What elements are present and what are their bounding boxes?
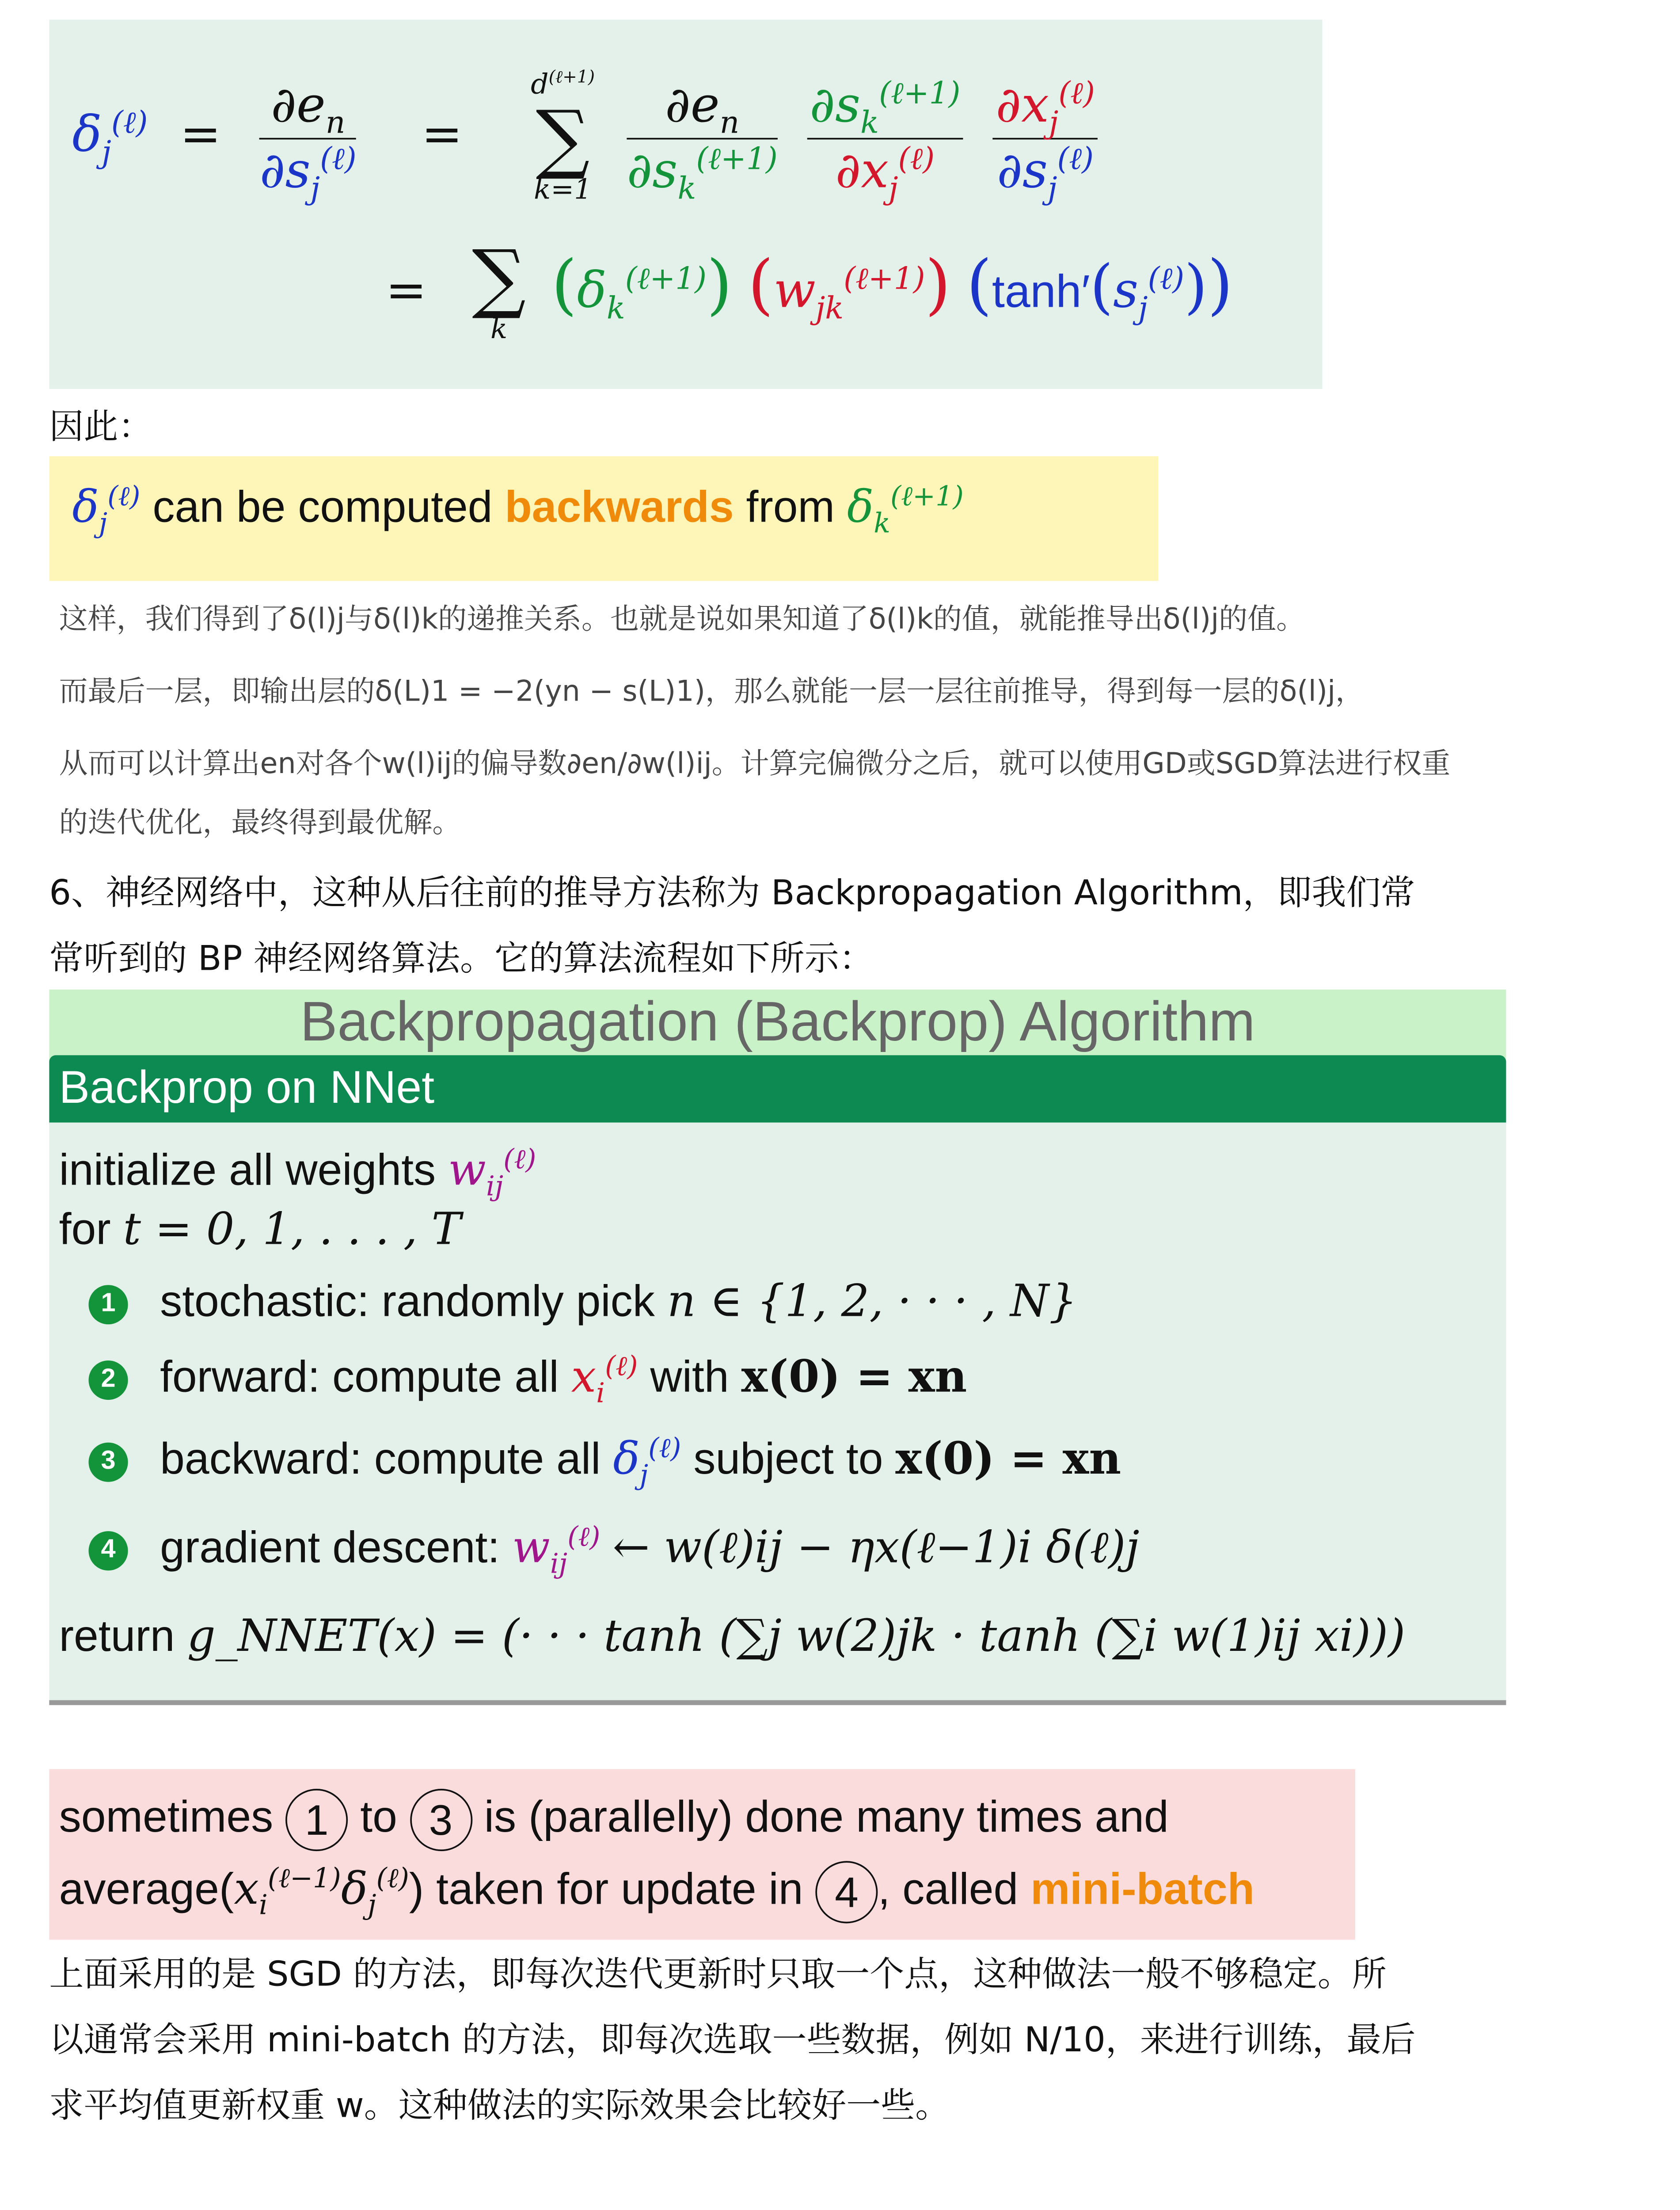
algo-for-line: for t = 0, 1, . . . , T bbox=[59, 1204, 461, 1256]
algorithm-body bbox=[49, 1123, 1506, 1705]
minibatch-line-1: sometimes 1 to 3 is (parallelly) done many times and bbox=[59, 1789, 1169, 1851]
algorithm-header-band bbox=[49, 990, 1506, 1062]
circled-4: 4 bbox=[815, 1861, 878, 1923]
closing-line-2: 以通常会采用 mini-batch 的方法，即每次选取一些数据，例如 N/10，来进行训练，最后 bbox=[49, 2020, 1416, 2060]
step-number-2: 2 bbox=[88, 1360, 128, 1400]
backward-statement-box bbox=[49, 456, 1158, 581]
algo-init-line: initialize all weights $w_{ij}^{(\ell)}$ bbox=[59, 1142, 536, 1202]
circled-3: 3 bbox=[410, 1789, 472, 1851]
minibatch-line-2: $average(x_i^{(\ell-1)}\delta_j^{(\ell)})$ taken for update in 4 , called mini-batch bbox=[59, 1861, 1254, 1923]
step-number-1: 1 bbox=[88, 1285, 128, 1324]
step-number-4: 4 bbox=[88, 1531, 128, 1570]
closing-line-1: 上面采用的是 SGD 的方法，即每次迭代更新时只取一个点，这种做法一般不够稳定。所 bbox=[49, 1955, 1387, 1994]
algo-step-2: 2 forward: compute all $x_i^{(\ell)}$ with x(0) = xn bbox=[88, 1352, 967, 1403]
closing-line-3: 求平均值更新权重 w。这种做法的实际效果会比较好一些。 bbox=[49, 2086, 950, 2126]
explanation-line-2: 而最后一层，即输出层的δ(L)1 = −2(yn − s(L)1)，那么就能一层一层往前推导，得到每一层的δ(l)j， bbox=[59, 676, 1365, 709]
explanation-line-1: 这样，我们得到了δ(l)j与δ(l)k的递推关系。也就是说如果知道了δ(l)k的值，就能推导出δ(l)j的值。 bbox=[59, 604, 1305, 637]
circled-1: 1 bbox=[285, 1789, 348, 1851]
algo-return-line: return g_NNET(x) = (· · · tanh (∑j w(2)jk · tanh (∑i w(1)ij xi))) bbox=[59, 1612, 1406, 1663]
explanation-line-4: 的迭代优化，最终得到最优解。 bbox=[59, 807, 461, 840]
algo-step-1: 1 stochastic: randomly pick n ∈ {1, 2, · · · , N} bbox=[88, 1277, 1077, 1328]
section6-line-1: 6、神经网络中，这种从后往前的推导方法称为 Backpropagation Algorithm，即我们常 bbox=[49, 873, 1415, 913]
therefore-label: 因此： bbox=[49, 407, 153, 446]
algorithm-title: Backprop on NNet bbox=[59, 1062, 435, 1113]
equation-line-2: = ∑ k $(\delta_k^{(\ell+1)})$ $(w_{jk}^{(\ell+1)})$ $(\tanh'(s_j^{(\ell)}))$ bbox=[385, 233, 1233, 347]
step-number-3: 3 bbox=[88, 1442, 128, 1482]
explanation-line-3: 从而可以计算出en对各个w(l)ij的偏导数∂en/∂w(l)ij。计算完偏微分之后，就可以使用GD或SGD算法进行权重 bbox=[59, 748, 1451, 781]
equation-line-1: $\delta_j^{(\ell)}$ = $\frac{\partial e_n}{\partial s_j^{(\ell)}}$ = $d^{(\ell+1)}$ ∑ k=1 $\frac{\partial e_n}{\partial s_k^{(\ell+1)}}$ $\frac{\partial s_k^{(\ell+1)}}{\partial x_j^{(\ell)}}$ $\frac{\partial x_j^{(\ell)}}{\partial s_j^{(\ell)}}$ bbox=[72, 69, 1105, 207]
algorithm-title-bar bbox=[49, 1055, 1506, 1124]
algo-step-4: 4 gradient descent: $w_{ij}^{(\ell)}$ ← w(ℓ)ij − ηx(ℓ−1)i δ(ℓ)j bbox=[88, 1523, 1139, 1574]
minibatch-note-box bbox=[49, 1769, 1355, 1939]
backward-statement: $\delta_j^{(\ell)}$ can be computed backwards from $\delta_k^{(\ell+1)}$ bbox=[72, 479, 964, 539]
section6-line-2: 常听到的 BP 神经网络算法。它的算法流程如下所示： bbox=[49, 938, 874, 978]
algorithm-header: Backpropagation (Backprop) Algorithm bbox=[300, 991, 1255, 1054]
algo-step-3: 3 backward: compute all $\delta_j^{(\ell)}$ subject to x(0) = xn bbox=[88, 1434, 1121, 1485]
delta-recursion-equation bbox=[49, 20, 1322, 389]
